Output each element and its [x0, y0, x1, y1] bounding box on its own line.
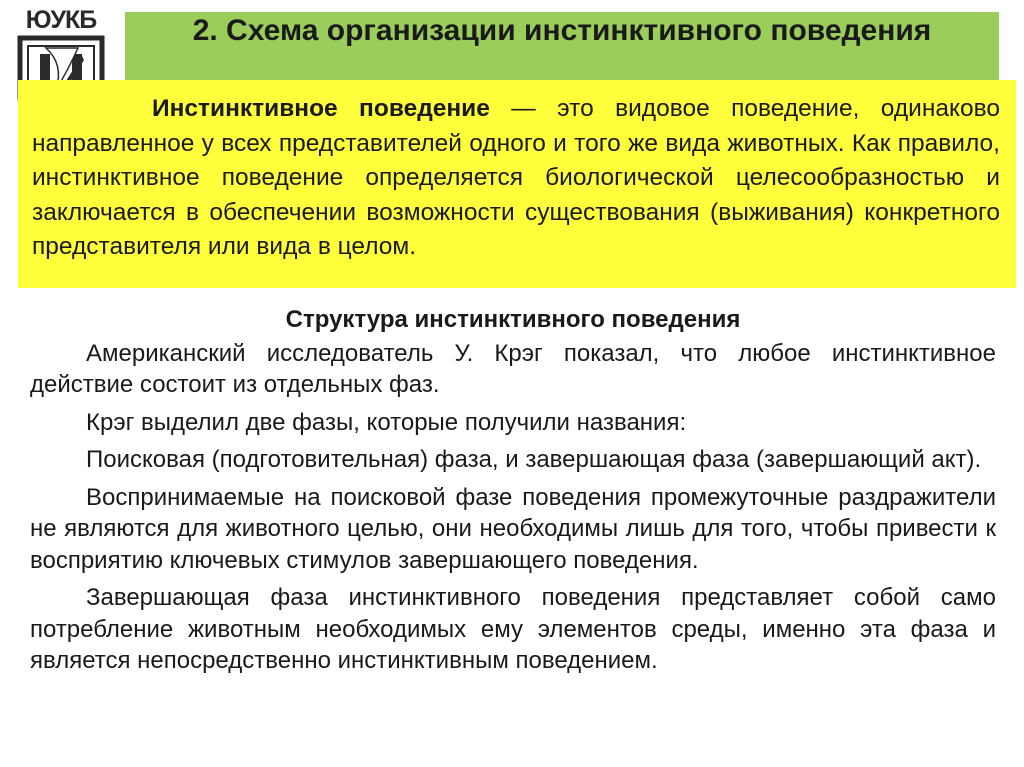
definition-box: [18, 80, 1016, 288]
paragraph: Завершающая фаза инстинктивного поведения представляет собой само потребление животным необходимых ему элементов среды, именно эта фаза и является непосредственно инстинктивным поведением.: [30, 584, 996, 674]
paragraph: Воспринимаемые на поисковой фазе поведения промежуточные раздражители не являются для животного целью, они необходимы лишь для того, чтобы привести к восприятию ключевых стимулов завершающего поведения.: [30, 483, 996, 574]
structure-section: [30, 304, 996, 683]
logo-text: ЮУКБ: [25, 6, 97, 34]
definition-term: Инстинктивное поведение: [152, 95, 490, 122]
section-title: Структура инстинктивного поведения: [285, 306, 741, 333]
paragraph: Поисковая (подготовительная) фаза, и завершающая фаза (завершающий акт).: [86, 446, 982, 473]
paragraph: Американский исследователь У. Крэг показал, что любое инстинктивное действие состоит из отдельных фаз.: [30, 339, 996, 398]
page-title: 2. Схема организации инстинктивного поведения: [192, 14, 932, 47]
paragraph: Крэг выделил две фазы, которые получили названия:: [86, 408, 687, 436]
definition-text: — это видовое поведение, одинаково направленное у всех представителей одного и того же вида животных. Как правило, инстинктивное поведение определяется биологической целесообразностью и заключается в обеспечении возможности существования (выживания) конкретного представителя или вида в целом.: [32, 95, 1000, 260]
